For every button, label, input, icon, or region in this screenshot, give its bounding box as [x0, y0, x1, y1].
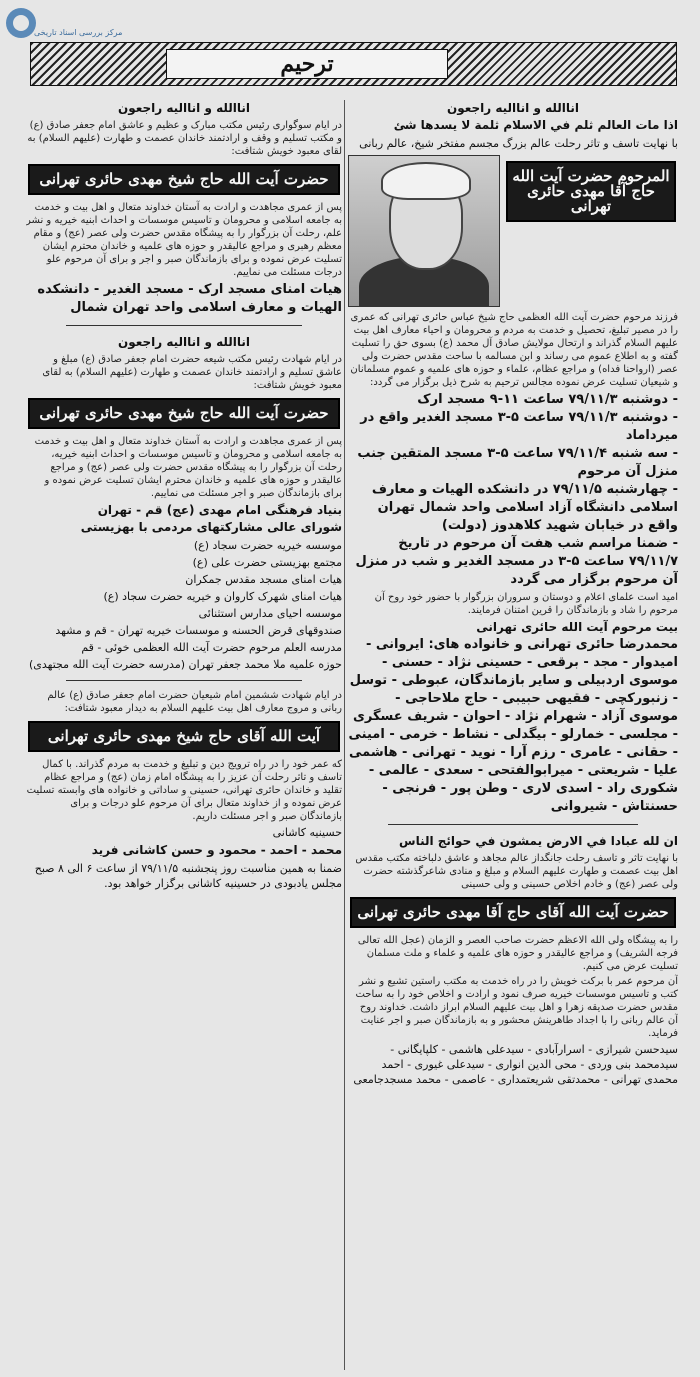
right-column: [348, 100, 678, 1370]
session-5: - ضمنا مراسم شب هفت آن مرحوم در تاریخ ۷۹/۱۱/۷ ساعت ۵-۳ در مسجد الغدیر و شب در منزل آن مرحوم برگزار می گردد: [355, 536, 678, 587]
right-note: امید است علمای اعلام و دوستان و سروران بزرگوار با حضور خود روح آن مرحوم را شاد و بازماندگان را قرین امتنان فرمایند.: [374, 592, 678, 616]
right-verse2: ان لله عبادا في الارض يمشون في حوائج الناس: [399, 834, 678, 848]
left-column: [26, 100, 342, 1370]
separator: [66, 325, 302, 326]
left-heading1: اناالله و اناالیه راجعون: [117, 101, 251, 115]
left-name-box3: آیت الله آقای حاج شیخ مهدی حائری تهرانی: [28, 721, 340, 752]
right-verse: اذا مات العالم ثلم في الاسلام ثلمة لا يسدها شئ: [393, 118, 678, 132]
right-para1: فرزند مرحوم حضرت آیت الله العظمی حاج شیخ عباس حائری تهرانی که عمری را در مصیر تبلیغ، تحصیل و خدمت به مردم و محرومان و احیاء معارف اهل بیت علیهم السلام گذراند و ارتحال مولایش صادق آل محمد (ع) بسوی حق را تسلیت گفته و به اطلاع عموم می رساند و ابن مسالمه با ساحت مقدس حضرت ولی عصر (ارواحنا فداه) و مراجع عظام، علماء و حوزه های علمیه و عموم مسلمانان و شیعیان تسلیت عرض نموده مجالس ترحیم به شرح ذیل برگزار می گردد:: [350, 312, 678, 388]
left-para6: که عمر خود را در راه ترویج دین و تبلیغ و خدمت به مردم گذراند. با کمال تاسف و تاثر رحلت آن عزیز را به پیشگاه امام زمان (عج) و مراجع عظام تقلید و خاندان حائری تهرانی، حسینی و ساداتی و خانواده های وابسته تسلیت عرض نموده و از خداوند متعال برای آن مرحوم علو درجات و برای بازماندگان صبر و اجر مسئلت داریم.: [26, 759, 342, 822]
logo-icon: [6, 8, 36, 38]
left-para5: در ایام شهادت ششمین امام شیعیان حضرت امام جعفر صادق (ع) عالم ربانی و مروج معارف اهل بیت علیهم السلام به دیدار معبود شتافت:: [47, 690, 342, 714]
left-org1: هیات امنای مسجد ارک - مسجد الغدیر - دانشکده الهیات و معارف اسلامی واحد تهران شمال: [37, 282, 342, 315]
right-name-box2: حضرت آیت الله آقای حاج آقا مهدی حائری تهرانی: [350, 897, 676, 928]
left-sign2: محمد - احمد - محمود و حسن کاشانی فرید: [91, 843, 342, 857]
left-para2: پس از عمری مجاهدت و ارادت به آستان خداوند متعال و اهل بیت و خدمت به جامعه اسلامی و محرومان و تاسیس موسسات و احداث ابنیه خیریه و نشر علم، رحلت آن بزرگوار را به پیشگاه مقدس حضرت ولی عصر (عج) و مقام معظم رهبری و مراجع عالیقدر و حوزه های علمیه و خاندان محترم ایشان تسلیت عرض نموده و برای بازماندگان صبر و اجر و برای آن مرحوم علو درجات مسئلت می نماییم.: [26, 202, 342, 278]
title-box: [166, 49, 448, 79]
right-para4: آن مرحوم عمر با برکت خویش را در راه خدمت به مکتب راستین تشیع و نشر کتب و تاسیس موسسات خیریه صرف نمود و ارادت و اخلاص خود را به ساحت مقدس حضرت صدیقه زهرا و اهل بیت علیهم السلام ابراز داشت. خداوند روح آن عالم ربانی را با اجداد طاهرینش محشور و به بازماندگان صبر و اجر عنایت فرماید.: [355, 976, 678, 1039]
archive-logo: [6, 6, 126, 46]
right-para3: را به پیشگاه ولی الله الاعظم حضرت صاحب العصر و الزمان (عجل الله تعالی فرجه الشریف) و مراجع عالیقدر و حوزه های علمیه و علماء و ملت مسلمان تسلیت عرض می کنیم.: [357, 935, 678, 972]
org-item: صندوقهای قرض الحسنه و موسسات خیریه تهران - قم و مشهد: [55, 624, 342, 637]
separator: [66, 680, 302, 681]
photo-turban: [381, 162, 471, 200]
org-item: حوزه علمیه ملا محمد جعفر تهران (مدرسه حضرت آیت الله مجتهدی): [28, 658, 342, 671]
right-signers: سیدحسن شیرازی - اسرارآبادی - سیدعلی هاشمی - کلپایگانی - سیدمحمد بنی وردی - محی الدین انواری - سیدعلی غیوری - احمد محمدی تهرانی - محمدتقی شریعتمداری - عاصمی - محمد مسجدجامعی: [353, 1043, 678, 1086]
left-para7: ضمنا به همین مناسبت روز پنجشنبه ۷۹/۱۱/۵ از ساعت ۶ الی ۸ صبح مجلس یادبودی در حسینیه کاشانی برگزار خواهد بود.: [34, 862, 342, 890]
separator: [388, 824, 638, 825]
logo-text: مرکز بررسی اسناد تاریخی: [34, 28, 123, 37]
left-name-box2: حضرت آیت الله حاج شیخ مهدی حائری تهرانی: [28, 398, 340, 429]
right-name-box: المرحوم حضرت آیت الله حاج آقا مهدی حائری تهرانی: [506, 161, 676, 222]
column-divider: [344, 100, 345, 1370]
org-item: هیات امنای مسجد مقدس جمکران: [185, 573, 342, 586]
org-item: هیات امنای شهرک کاروان و خیریه حضرت سجاد (ع): [103, 590, 342, 603]
session-1: - دوشنبه ۷۹/۱۱/۳ ساعت ۱۱-۹ مسجد ارک: [417, 392, 678, 407]
photo-side: [504, 155, 678, 307]
left-para1: در ایام سوگواری رئیس مکتب مبارک و عظیم و عاشق امام جعفر صادق (ع) و مکتب تسلیم و وقف و ارادتمند خاندان عصمت و طهارت (علیهم السلام) به لقای معبود خویش شتافت:: [27, 120, 342, 157]
org-item: مدرسه العلم مرحوم حضرت آیت الله العظمی خوئی - قم: [81, 641, 342, 654]
session-2: - دوشنبه ۷۹/۱۱/۳ ساعت ۵-۳ مسجد الغدیر واقع در میرداماد: [360, 410, 678, 443]
org-item: موسسه احیای مدارس استثنائی: [198, 607, 342, 620]
left-name-box1: حضرت آیت الله حاج شیخ مهدی حائری تهرانی: [28, 164, 340, 195]
org-item: بنیاد فرهنگی امام مهدی (عج) قم - تهران: [97, 503, 342, 517]
photo-row: [348, 155, 678, 307]
left-para4: پس از عمری مجاهدت و ارادت به آستان خداوند متعال و اهل بیت و خدمت به جامعه اسلامی و محرومان و تاسیس موسسات و احداث ابنیه خیریه، رحلت آن بزرگوار را به پیشگاه مقدس حضرت ولی عصر (عج) و مراجع عالیقدر و حوزه های علمیه و خاندان محترم ایشان تسلیت عرض نموده و برای بازماندگان صبر و اجر مسئلت می نماییم.: [34, 436, 342, 499]
left-para3: در ایام شهادت رئیس مکتب شیعه حضرت امام جعفر صادق (ع) مبلغ و عاشق تسلیم و ارادتمند خاندان عصمت و طهارت (علیهم السلام) به لقای معبود خویش شتافت:: [42, 354, 342, 391]
left-heading2: اناالله و اناالیه راجعون: [117, 335, 251, 349]
right-intro: با نهایت تاسف و تاثر رحلت عالم بزرگ مجسم مفتخر شیخ، عالم ربانی: [359, 137, 678, 150]
org-item: موسسه خیریه حضرت سجاد (ع): [193, 539, 342, 552]
page-title: ترحيم: [280, 51, 334, 77]
deceased-photo: [348, 155, 500, 307]
org-item: شورای عالی مشارکتهای مردمی با بهزیستی: [80, 520, 342, 534]
left-sign1: حسینیه کاشانی: [272, 826, 342, 839]
session-3: - سه شنبه ۷۹/۱۱/۴ ساعت ۵-۳ مسجد المتقین جنب منزل آن مرحوم: [357, 446, 678, 479]
family-list: محمدرضا حائری تهرانی و خانواده های: ایروانی - امیدوار - مجد - برقعی - حسینی نژاد - حسنی - موسوی اردبیلی و سایر بازماندگان، عبوطی - توسل - زنبورکچی - فقیهی حبیبی - حاج ملاحاجی - موسوی آزاد - شهرام نژاد - احوان - شریف عسگری - مجلسی - خمارلو - بیگدلی - نشاط - خرمی - امینی - حقانی - عامری - رزم آرا - نوید - تهرانی - هاشمی علیا - شریعتی - میرابوالفتحی - سعدی - عالمی - شکوری راد - اسدی لاری - وطن پور - فرنجی - حسنتاش - شیروانی: [348, 637, 678, 814]
org-item: مجتمع بهزیستی حضرت علی (ع): [192, 556, 342, 569]
right-para2: با نهایت تاثر و تاسف رحلت جانگداز عالم مجاهد و عاشق دلباخته مکتب مقدس اهل بیت عصمت و طهارت علیهم السلام و مبلغ و منادی شاعرگذشته حضرت ولی عصر (عج) و خادم اخلاص حسینی و ولی حسینی: [355, 853, 678, 890]
session-4: - چهارشنبه ۷۹/۱۱/۵ در دانشکده الهیات و معارف اسلامی دانشگاه آزاد اسلامی واحد شمال تهران واقع در خیابان شهید کلاهدوز (دولت): [371, 482, 678, 533]
right-heading: اناالله و اناالیه راجعون: [446, 101, 580, 115]
family-title: بیت مرحوم آیت الله حائری تهرانی: [476, 620, 678, 634]
title-banner: [30, 42, 677, 86]
